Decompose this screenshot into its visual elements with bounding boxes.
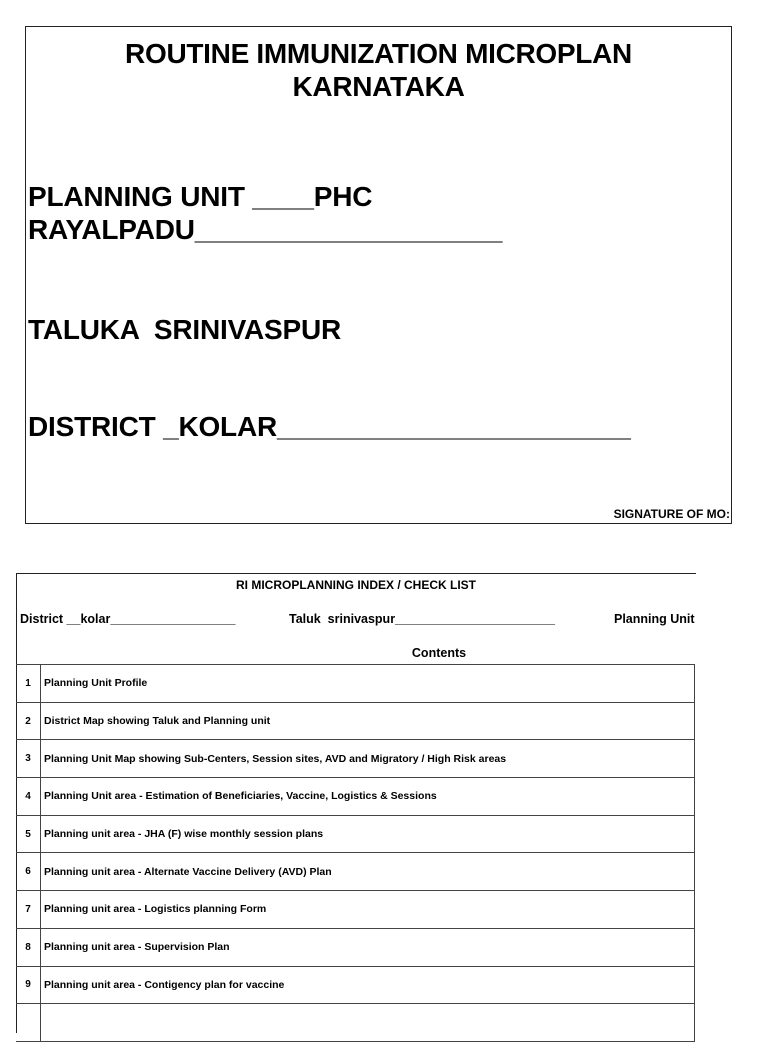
- table-row: [16, 703, 694, 741]
- row-number: 2: [16, 703, 41, 740]
- sheet-top-border: [16, 573, 696, 574]
- row-description: Planning Unit Profile: [44, 677, 148, 690]
- checklist-taluk: Taluk srinivaspur_______________________: [289, 612, 555, 626]
- row-number: 5: [16, 816, 41, 853]
- planning-unit-line2: RAYALPADU____________________: [28, 214, 503, 245]
- row-description: Planning unit area - Alternate Vaccine Delivery (AVD) Plan: [44, 865, 332, 878]
- row-description: Planning unit area - Contigency plan for vaccine: [44, 978, 285, 991]
- table-row: [16, 967, 694, 1005]
- district-line: DISTRICT _KOLAR_______________________: [28, 411, 631, 442]
- cover-page-box: [25, 26, 732, 524]
- row-description: Planning Unit area - Estimation of Beneficiaries, Vaccine, Logistics & Sessions: [44, 790, 437, 803]
- table-row: [16, 853, 694, 891]
- table-row: [16, 816, 694, 854]
- checklist-sheet: [16, 573, 696, 1033]
- row-number: 8: [16, 929, 41, 966]
- contents-heading: Contents: [411, 646, 467, 660]
- cover-title-line1: ROUTINE IMMUNIZATION MICROPLAN: [125, 38, 632, 69]
- row-number: 4: [16, 778, 41, 815]
- row-number: 6: [16, 853, 41, 890]
- table-row: [16, 891, 694, 929]
- checklist-district: District __kolar__________________: [20, 612, 236, 626]
- planning-unit-line1: PLANNING UNIT ____PHC: [28, 181, 373, 212]
- row-description: Planning unit area - Logistics planning Form: [44, 903, 267, 916]
- row-number: 1: [16, 665, 41, 702]
- taluka-line: TALUKA SRINIVASPUR: [28, 314, 342, 345]
- table-row: [16, 740, 694, 778]
- row-description: Planning unit area - JHA (F) wise monthly session plans: [44, 828, 324, 841]
- row-number: 7: [16, 891, 41, 928]
- table-row: [16, 778, 694, 816]
- checklist-title: RI MICROPLANNING INDEX / CHECK LIST: [235, 578, 476, 592]
- row-description: Planning Unit Map showing Sub-Centers, Session sites, AVD and Migratory / High Risk areas: [44, 752, 507, 765]
- table-row: [16, 1004, 694, 1042]
- row-number: 3: [16, 740, 41, 777]
- row-number: 9: [16, 967, 41, 1004]
- table-row: [16, 929, 694, 967]
- row-number: [16, 1004, 41, 1041]
- checklist-planning-unit: Planning Unit: [614, 612, 695, 626]
- row-description: District Map showing Taluk and Planning unit: [44, 715, 271, 728]
- contents-table: [16, 664, 695, 1042]
- cover-title-line2: KARNATAKA: [292, 71, 465, 102]
- signature-label: SIGNATURE OF MO:: [613, 507, 730, 521]
- row-description: Planning unit area - Supervision Plan: [44, 941, 230, 954]
- table-row: [16, 665, 694, 703]
